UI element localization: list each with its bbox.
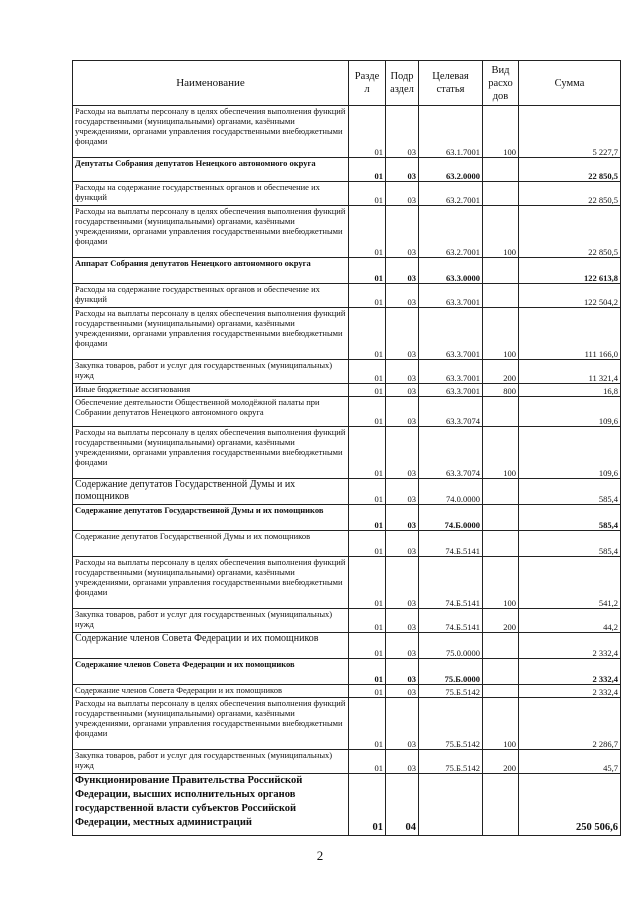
row-podrazdel: 03	[386, 158, 419, 182]
row-name: Расходы на содержание государственных органов и обеспечение их функций	[73, 182, 349, 206]
row-summa: 585,4	[519, 505, 621, 531]
row-name: Расходы на выплаты персоналу в целях обеспечения выполнения функций государственными (муниципальными) органами, казёнными учреждениями, органами управления государственными внебюджетными фондами	[73, 698, 349, 750]
row-statya: 63.2.7001	[419, 182, 483, 206]
row-podrazdel: 03	[386, 479, 419, 505]
row-razdel: 01	[349, 531, 386, 557]
row-name: Расходы на выплаты персоналу в целях обеспечения выполнения функций государственными (муниципальными) органами, казёнными учреждениями, органами управления государственными внебюджетными фондами	[73, 557, 349, 609]
row-vid: 100	[483, 308, 519, 360]
header-summa: Сумма	[519, 61, 621, 106]
row-vid	[483, 158, 519, 182]
row-statya: 63.3.7001	[419, 308, 483, 360]
row-name: Содержание депутатов Государственной Думы и их помощников	[73, 479, 349, 505]
row-summa: 45,7	[519, 750, 621, 774]
row-razdel: 01	[349, 750, 386, 774]
row-statya: 75.Б.5142	[419, 698, 483, 750]
row-summa: 122 504,2	[519, 284, 621, 308]
row-summa: 22 850,5	[519, 158, 621, 182]
row-summa: 22 850,5	[519, 182, 621, 206]
table-row	[73, 479, 621, 505]
table-row	[73, 531, 621, 557]
row-vid: 100	[483, 106, 519, 158]
table-row	[73, 106, 621, 158]
row-statya: 74.Б.0000	[419, 505, 483, 531]
budget-table	[72, 60, 621, 836]
table-row	[73, 206, 621, 258]
row-vid	[483, 633, 519, 659]
row-name: Расходы на выплаты персоналу в целях обеспечения выполнения функций государственными (муниципальными) органами, казёнными учреждениями, органами управления государственными внебюджетными фондами	[73, 206, 349, 258]
row-summa: 44,2	[519, 609, 621, 633]
row-statya: 74.Б.5141	[419, 557, 483, 609]
row-name: Закупка товаров, работ и услуг для государственных (муниципальных) нужд	[73, 360, 349, 384]
row-name: Расходы на содержание государственных органов и обеспечение их функций	[73, 284, 349, 308]
row-razdel: 01	[349, 258, 386, 284]
row-podrazdel: 03	[386, 505, 419, 531]
row-statya: 75.Б.5142	[419, 750, 483, 774]
header-name: Наименование	[73, 61, 349, 106]
row-podrazdel: 03	[386, 633, 419, 659]
table-row	[73, 774, 621, 836]
row-name: Содержание членов Совета Федерации и их помощников	[73, 633, 349, 659]
row-vid	[483, 659, 519, 685]
row-summa: 2 332,4	[519, 659, 621, 685]
row-statya: 63.2.0000	[419, 158, 483, 182]
row-vid: 100	[483, 698, 519, 750]
row-statya: 63.1.7001	[419, 106, 483, 158]
table-row	[73, 158, 621, 182]
row-vid: 200	[483, 360, 519, 384]
row-statya: 74.Б.5141	[419, 531, 483, 557]
row-name: Обеспечение деятельности Общественной молодёжной палаты при Собрании депутатов Ненецкого автономного округа	[73, 397, 349, 427]
budget-table-container	[72, 60, 620, 836]
row-podrazdel: 03	[386, 397, 419, 427]
row-razdel: 01	[349, 557, 386, 609]
header-podrazdel: Подр аздел	[386, 61, 419, 106]
row-podrazdel: 03	[386, 206, 419, 258]
table-row	[73, 659, 621, 685]
row-vid: 100	[483, 557, 519, 609]
row-razdel: 01	[349, 633, 386, 659]
row-statya: 74.Б.5141	[419, 609, 483, 633]
row-name: Закупка товаров, работ и услуг для государственных (муниципальных) нужд	[73, 750, 349, 774]
row-name: Аппарат Собрания депутатов Ненецкого автономного округа	[73, 258, 349, 284]
header-razdel: Разде л	[349, 61, 386, 106]
row-podrazdel: 03	[386, 360, 419, 384]
row-podrazdel: 03	[386, 750, 419, 774]
row-statya: 63.2.7001	[419, 206, 483, 258]
row-statya: 74.0.0000	[419, 479, 483, 505]
row-vid: 200	[483, 609, 519, 633]
row-summa: 111 166,0	[519, 308, 621, 360]
table-row	[73, 557, 621, 609]
row-name: Расходы на выплаты персоналу в целях обеспечения выполнения функций государственными (муниципальными) органами, казёнными учреждениями, органами управления государственными внебюджетными фондами	[73, 427, 349, 479]
row-vid	[483, 774, 519, 836]
row-razdel: 01	[349, 206, 386, 258]
row-summa: 16,8	[519, 384, 621, 397]
row-summa: 22 850,5	[519, 206, 621, 258]
row-razdel: 01	[349, 479, 386, 505]
row-podrazdel: 03	[386, 284, 419, 308]
row-podrazdel: 03	[386, 531, 419, 557]
table-row	[73, 384, 621, 397]
row-statya: 75.0.0000	[419, 633, 483, 659]
table-row	[73, 685, 621, 698]
row-summa: 122 613,8	[519, 258, 621, 284]
row-statya: 63.3.7074	[419, 397, 483, 427]
row-vid	[483, 685, 519, 698]
table-row	[73, 258, 621, 284]
row-vid: 200	[483, 750, 519, 774]
row-razdel: 01	[349, 698, 386, 750]
row-name: Содержание депутатов Государственной Думы и их помощников	[73, 531, 349, 557]
row-vid	[483, 397, 519, 427]
header-vid: Вид расхо дов	[483, 61, 519, 106]
row-summa: 109,6	[519, 397, 621, 427]
row-vid	[483, 182, 519, 206]
row-razdel: 01	[349, 659, 386, 685]
table-row	[73, 360, 621, 384]
row-vid	[483, 479, 519, 505]
row-vid: 100	[483, 206, 519, 258]
row-summa: 2 332,4	[519, 685, 621, 698]
table-row	[73, 750, 621, 774]
table-row	[73, 633, 621, 659]
table-row	[73, 609, 621, 633]
header-statya: Целевая статья	[419, 61, 483, 106]
row-vid	[483, 531, 519, 557]
table-header-row	[73, 61, 621, 106]
row-podrazdel: 03	[386, 106, 419, 158]
row-podrazdel: 04	[386, 774, 419, 836]
table-row	[73, 427, 621, 479]
row-statya: 75.Б.0000	[419, 659, 483, 685]
row-summa: 2 286,7	[519, 698, 621, 750]
row-razdel: 01	[349, 308, 386, 360]
row-podrazdel: 03	[386, 659, 419, 685]
row-name: Содержание депутатов Государственной Думы и их помощников	[73, 505, 349, 531]
table-row	[73, 284, 621, 308]
row-name: Функционирование Правительства Российской Федерации, высших исполнительных органов государственной власти субъектов Российской Федерации, местных администраций	[73, 774, 349, 836]
row-podrazdel: 03	[386, 698, 419, 750]
row-summa: 250 506,6	[519, 774, 621, 836]
row-summa: 585,4	[519, 531, 621, 557]
row-name: Содержание членов Совета Федерации и их помощников	[73, 659, 349, 685]
row-name: Депутаты Собрания депутатов Ненецкого автономного округа	[73, 158, 349, 182]
row-razdel: 01	[349, 774, 386, 836]
row-statya	[419, 774, 483, 836]
row-razdel: 01	[349, 106, 386, 158]
row-vid	[483, 505, 519, 531]
row-podrazdel: 03	[386, 384, 419, 397]
row-vid: 800	[483, 384, 519, 397]
row-statya: 63.3.0000	[419, 258, 483, 284]
row-razdel: 01	[349, 397, 386, 427]
row-statya: 63.3.7001	[419, 360, 483, 384]
row-razdel: 01	[349, 505, 386, 531]
row-podrazdel: 03	[386, 557, 419, 609]
row-podrazdel: 03	[386, 182, 419, 206]
row-name: Расходы на выплаты персоналу в целях обеспечения выполнения функций государственными (муниципальными) органами, казёнными учреждениями, органами управления государственными внебюджетными фондами	[73, 308, 349, 360]
table-row	[73, 182, 621, 206]
table-row	[73, 698, 621, 750]
row-name: Расходы на выплаты персоналу в целях обеспечения выполнения функций государственными (муниципальными) органами, казёнными учреждениями, органами управления государственными внебюджетными фондами	[73, 106, 349, 158]
row-podrazdel: 03	[386, 685, 419, 698]
row-summa: 5 227,7	[519, 106, 621, 158]
table-body	[73, 106, 621, 836]
row-name: Содержание членов Совета Федерации и их помощников	[73, 685, 349, 698]
row-podrazdel: 03	[386, 258, 419, 284]
row-razdel: 01	[349, 685, 386, 698]
row-summa: 541,2	[519, 557, 621, 609]
row-summa: 11 321,4	[519, 360, 621, 384]
row-razdel: 01	[349, 182, 386, 206]
row-podrazdel: 03	[386, 609, 419, 633]
row-podrazdel: 03	[386, 308, 419, 360]
row-podrazdel: 03	[386, 427, 419, 479]
row-razdel: 01	[349, 360, 386, 384]
row-razdel: 01	[349, 384, 386, 397]
row-name: Закупка товаров, работ и услуг для государственных (муниципальных) нужд	[73, 609, 349, 633]
table-row	[73, 397, 621, 427]
row-razdel: 01	[349, 609, 386, 633]
row-statya: 63.3.7001	[419, 284, 483, 308]
page-number: 2	[316, 848, 324, 863]
row-vid	[483, 284, 519, 308]
row-name: Иные бюджетные ассигнования	[73, 384, 349, 397]
row-razdel: 01	[349, 158, 386, 182]
table-row	[73, 308, 621, 360]
row-statya: 63.3.7001	[419, 384, 483, 397]
row-summa: 2 332,4	[519, 633, 621, 659]
row-summa: 585,4	[519, 479, 621, 505]
row-statya: 63.3.7074	[419, 427, 483, 479]
row-razdel: 01	[349, 284, 386, 308]
row-vid	[483, 258, 519, 284]
table-row	[73, 505, 621, 531]
row-summa: 109,6	[519, 427, 621, 479]
row-razdel: 01	[349, 427, 386, 479]
row-statya: 75.Б.5142	[419, 685, 483, 698]
row-vid: 100	[483, 427, 519, 479]
